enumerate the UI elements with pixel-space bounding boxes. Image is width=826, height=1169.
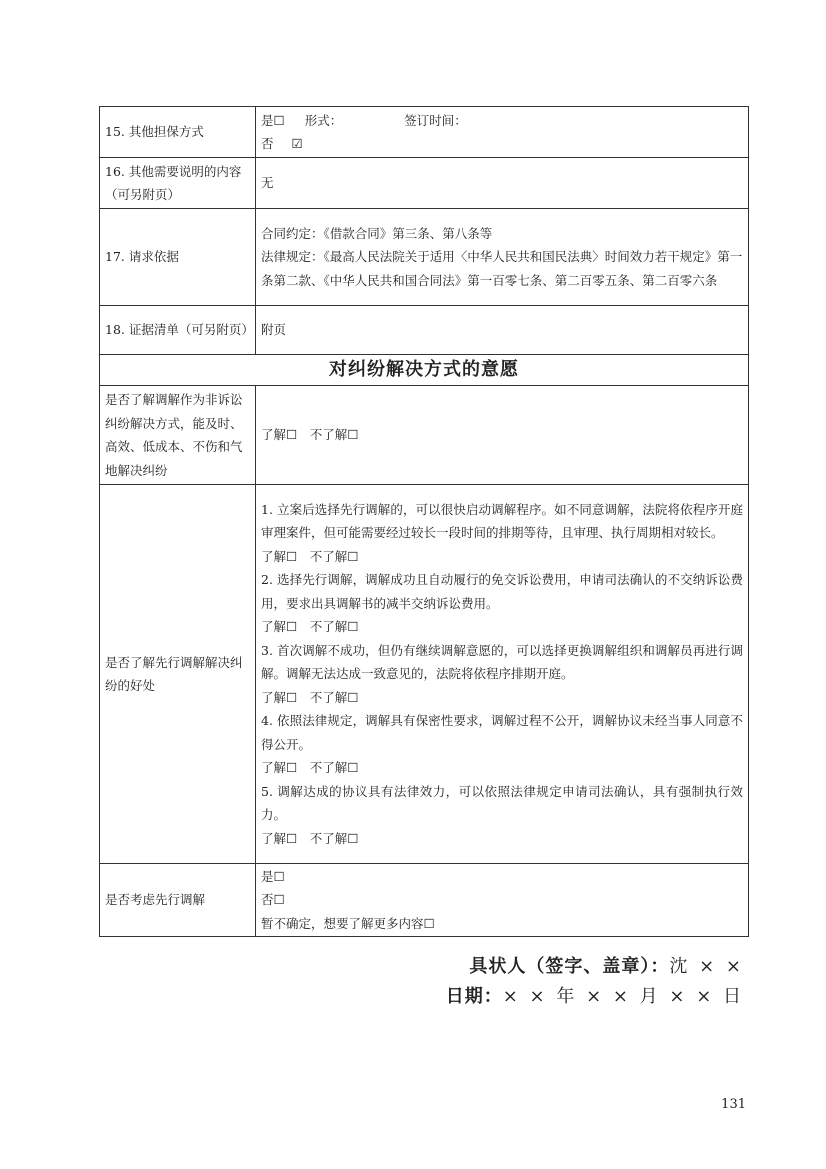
benefit-2-answer[interactable]: 了解☐ 不了解☐ [261,619,359,635]
options-q-consider-mediation [256,864,749,937]
label-evidence-list: 18. 证据清单（可另附页） [100,306,256,355]
benefit-1-text: 1. 立案后选择先行调解的，可以很快启动调解程序。如不同意调解，法院将依程序开庭审理案件，但可能需要经过较长一段时间的排期等待，且审理、执行周期相对较长。 [261,501,743,541]
date-line [446,982,744,1008]
no-checkbox-checked[interactable]: ☑ [291,136,303,151]
label-other-guarantee: 15. 其他担保方式 [100,107,256,158]
date-label: 日期： [445,986,503,1007]
yes-checkbox[interactable]: ☐ [273,112,285,128]
benefit-3-text: 3. 首次调解不成功，但仍有继续调解意愿的，可以选择更换调解组织和调解员再进行调解。调解无法达成一致意见的，法院将依程序排期开庭。 [261,642,743,682]
date-value: × × 年 × × 月 × × 日 [502,986,744,1007]
value-claim-basis [256,209,749,306]
value-evidence-list: 附页 [256,306,749,355]
option-undecided[interactable]: 暂不确定，想要了解更多内容☐ [261,915,435,931]
list-q-mediation-benefits [256,485,749,864]
signer-line [469,952,744,978]
benefit-4-text: 4. 依照法律规定，调解具有保密性要求，调解过程不公开，调解协议未经当事人同意不得公开。 [261,713,743,752]
label-q-mediation-awareness: 是否了解调解作为非诉讼纠纷解决方式，能及时、高效、低成本、不伤和气地解决纠纷 [100,386,256,485]
option-no[interactable]: 否☐ [261,892,285,908]
row-q-mediation-awareness [100,386,749,485]
benefit-5-answer[interactable]: 了解☐ 不了解☐ [261,830,359,846]
guarantee-yes-line [261,109,743,133]
yes-label: 是 [261,112,274,128]
row-other-guarantee [100,107,749,158]
row-q-mediation-benefits [100,485,749,864]
answer-q-mediation-awareness[interactable]: 了解☐ 不了解☐ [256,386,749,485]
legal-basis-text: 法律规定：《最高人民法院关于适用〈中华人民共和国民法典〉时间效力若干规定》第一条第二款、《中华人民共和国合同法》第一百零七条、第二百零五条、第二百零六条 [261,249,743,288]
benefit-2-text: 2. 选择先行调解，调解成功且自动履行的免交诉讼费用，申请司法确认的不交纳诉讼费用，要求出具调解书的减半交纳诉讼费用。 [261,572,743,611]
benefit-1-answer[interactable]: 了解☐ 不了解☐ [261,548,359,564]
value-other-notes: 无 [256,158,749,209]
label-q-consider-mediation: 是否考虑先行调解 [100,864,256,937]
label-other-notes: 16. 其他需要说明的内容（可另附页） [100,158,256,209]
page-number: 131 [721,1097,746,1112]
value-other-guarantee [256,107,749,158]
sign-time-label: 签订时间： [404,112,467,128]
benefit-3-answer[interactable]: 了解☐ 不了解☐ [261,689,359,705]
row-q-consider-mediation [100,864,749,937]
benefit-4-answer[interactable]: 了解☐ 不了解☐ [261,760,359,776]
signer-label: 具状人（签字、盖章）： [469,956,670,977]
no-label: 否 [261,136,274,151]
row-section-title [100,355,749,386]
label-q-mediation-benefits: 是否了解先行调解解决纠纷的好处 [100,485,256,864]
row-evidence-list [100,306,749,355]
complaint-form-table [99,106,749,937]
row-claim-basis [100,209,749,306]
option-yes[interactable]: 是☐ [261,868,285,884]
guarantee-no-line [261,132,743,156]
signer-name: 沈 × × [669,956,744,977]
benefit-5-text: 5. 调解达成的协议具有法律效力，可以依照法律规定申请司法确认，具有强制执行效力。 [261,783,743,823]
section-title: 对纠纷解决方式的意愿 [100,355,749,386]
contract-basis-text: 合同约定：《借款合同》第三条、第八条等 [261,225,493,241]
label-claim-basis: 17. 请求依据 [100,209,256,306]
form-label: 形式： [304,112,343,128]
row-other-notes [100,158,749,209]
